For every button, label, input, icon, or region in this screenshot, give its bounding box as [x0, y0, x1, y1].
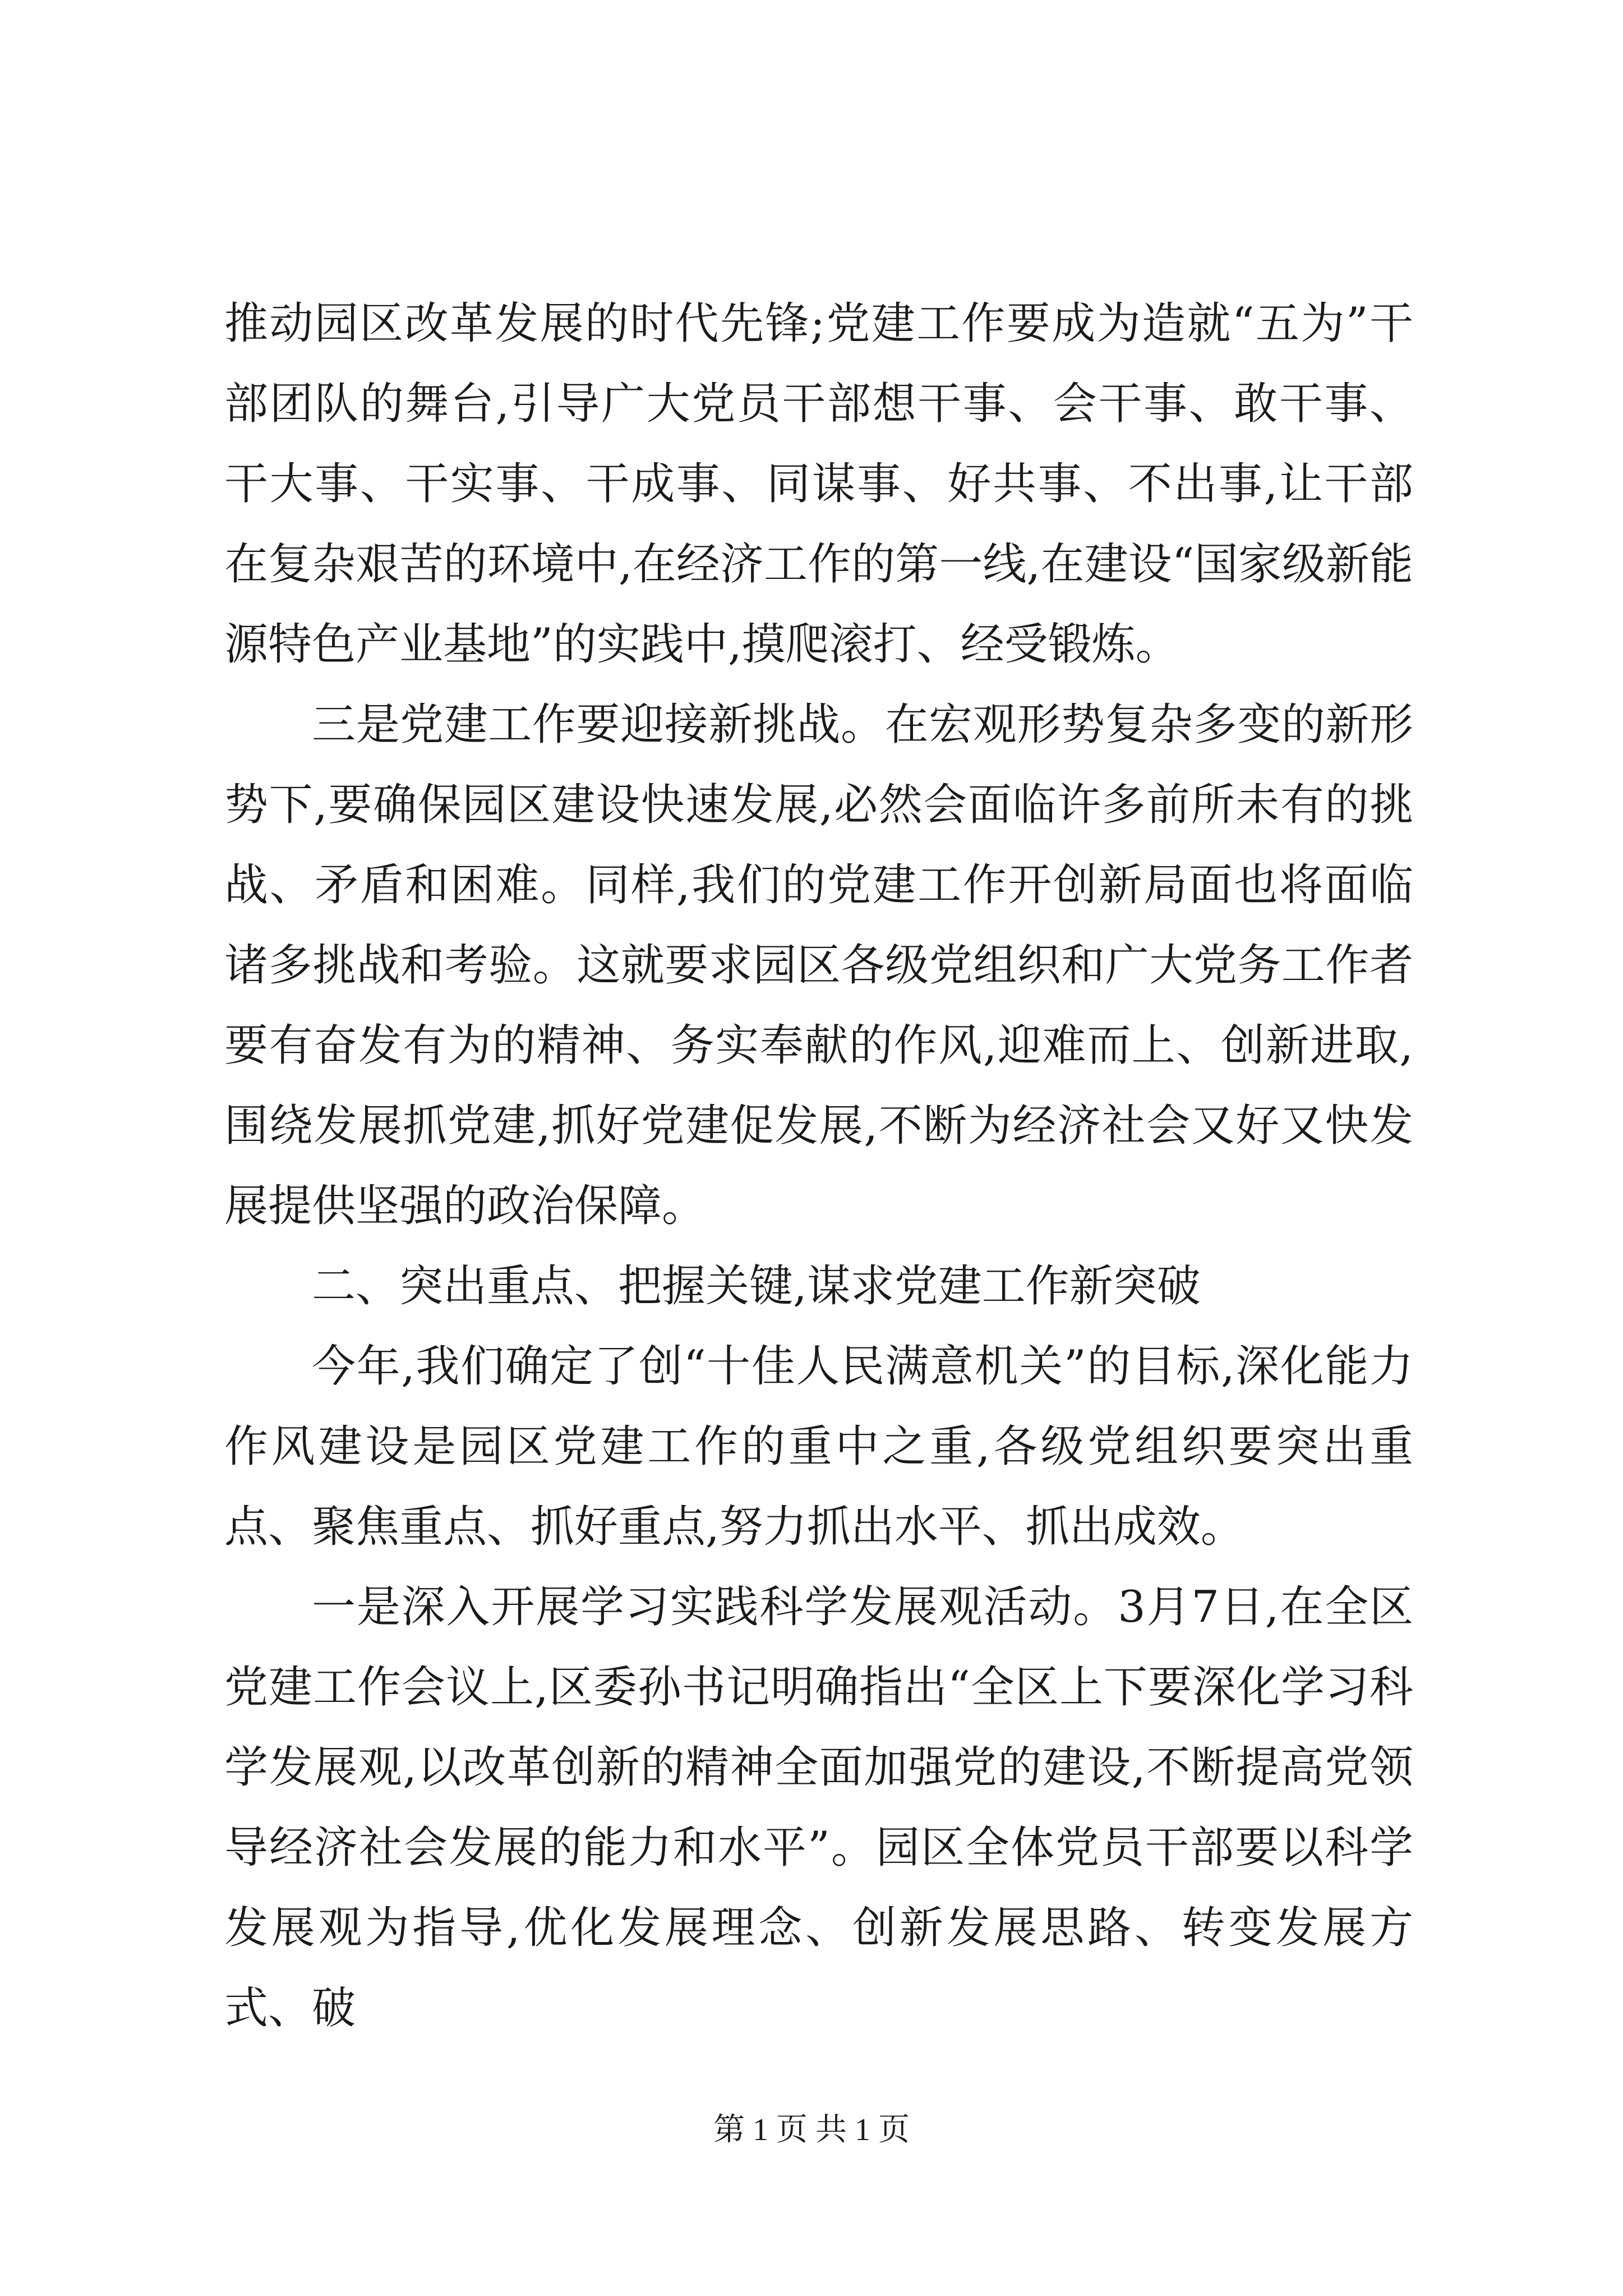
section-heading: 二、突出重点、把握关键,谋求党建工作新突破 — [312, 1261, 1201, 1312]
page-footer: 第 1 页 共 1 页 — [713, 2113, 910, 2147]
paragraph-continuation: 推动园区改革发展的时代先锋;党建工作要成为造就“五为”干部团队的舞台,引导广大党员干部想干事、会干事、敢干事、干大事、干实事、干成事、同谋事、好共事、不出事,让干部在复杂艰苦的环境中,在经济工作的第一线,在建设“国家级新能源特色产业基地”的实践中,摸爬滚打、经受锻炼。 — [224, 298, 1413, 670]
paragraph-third-point: 三是党建工作要迎接新挑战。在宏观形势复杂多变的新形势下,要确保园区建设快速发展,必然会面临许多前所未有的挑战、矛盾和困难。同样,我们的党建工作开创新局面也将面临诸多挑战和考验。这就要求园区各级党组织和广大党务工作者要有奋发有为的精神、务实奉献的作风,迎难而上、创新进取,围绕发展抓党建,抓好党建促发展,不断为经济社会又好又快发展提供坚强的政治保障。 — [224, 700, 1413, 1231]
document-body — [224, 284, 1413, 2049]
paragraph-goal: 今年,我们确定了创“十佳人民满意机关”的目标,深化能力作风建设是园区党建工作的重中之重,各级党组织要突出重点、聚焦重点、抓好重点,努力抓出水平、抓出成效。 — [224, 1341, 1413, 1552]
paragraph-first-point: 一是深入开展学习实践科学发展观活动。3月7日,在全区党建工作会议上,区委孙书记明确指出“全区上下要深化学习科学发展观,以改革创新的精神全面加强党的建设,不断提高党领导经济社会发展的能力和水平”。园区全体党员干部要以科学发展观为指导,优化发展理念、创新发展思路、转变发展方式、破 — [224, 1582, 1413, 2033]
